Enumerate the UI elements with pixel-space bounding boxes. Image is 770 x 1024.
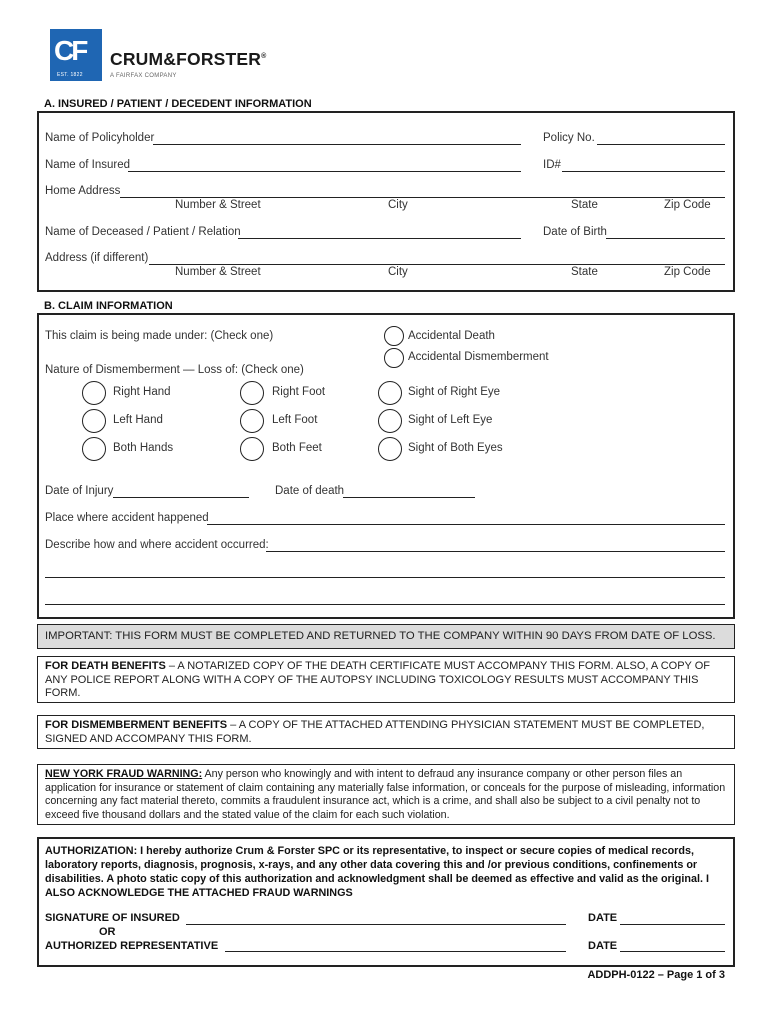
home-address-field[interactable] [120,197,725,198]
sight-left-eye-label: Sight of Left Eye [408,414,493,426]
sight-right-eye-radio[interactable] [378,381,402,405]
alt-zip-caption: Zip Code [664,266,711,278]
death-benefits-notice [37,656,735,703]
place-of-accident-field[interactable] [207,524,725,525]
home-state-caption: State [571,199,598,211]
left-hand-label: Left Hand [113,414,163,426]
address-if-different-field[interactable] [149,264,725,265]
dismemberment-benefits-text: – A COPY OF THE ATTACHED ATTENDING PHYSICIAN STATEMENT MUST BE COMPLETED, SIGNED AND ACCOMPANY THIS FORM. [45,719,705,745]
date-of-death-label: Date of death [275,485,345,497]
accidental-death-label: Accidental Death [408,330,495,342]
home-number-street-caption: Number & Street [175,199,261,211]
page-footer: ADDPH-0122 – Page 1 of 3 [587,969,725,981]
both-feet-label: Both Feet [272,442,322,454]
right-foot-radio[interactable] [240,381,264,405]
sight-both-eyes-radio[interactable] [378,437,402,461]
left-foot-radio[interactable] [240,409,264,433]
date-of-birth-field[interactable] [606,238,725,239]
claim-made-under-label: This claim is being made under: (Check one) [45,330,274,342]
describe-accident-label: Describe how and where accident occurred: [45,539,269,551]
logo-est: EST. 1822 [57,72,83,78]
both-hands-radio[interactable] [82,437,106,461]
date-of-death-field[interactable] [343,497,475,498]
accidental-death-radio[interactable] [384,326,404,346]
fraud-warning-notice [37,764,735,825]
home-city-caption: City [388,199,408,211]
authorization-text: AUTHORIZATION: I hereby authorize Crum & Forster SPC or its representative, to inspect or secure copies of medical records, laboratory reports, diagnosis, prognosis, x-rays, and any other data covering this and /or previous conditions, confinements or disabilities. A photo static copy of this authorization and acknowledgment shall be deemed as effective and valid as the original. I ALSO ACKNOWLEDGE THE ATTACHED FRAUD WARNINGS [45,845,709,899]
death-benefits-heading: FOR DEATH BENEFITS [45,660,166,672]
home-zip-caption: Zip Code [664,199,711,211]
address-if-different-label: Address (if different) [45,252,149,264]
authorized-rep-label: AUTHORIZED REPRESENTATIVE [45,940,219,952]
brand-tagline: A FAIRFAX COMPANY [110,73,177,79]
id-label: ID# [543,159,561,171]
name-of-policyholder-label: Name of Policyholder [45,132,155,144]
brand-name: CRUM&FORSTER® [110,49,267,69]
name-of-policyholder-field[interactable] [153,144,521,145]
date-of-injury-field[interactable] [113,497,249,498]
right-hand-label: Right Hand [113,386,171,398]
name-of-insured-field[interactable] [128,171,521,172]
date-of-birth-label: Date of Birth [543,226,607,238]
date-label-1: DATE [588,912,618,924]
both-hands-label: Both Hands [113,442,174,454]
date-of-injury-label: Date of Injury [45,485,114,497]
signature-of-insured-field[interactable] [186,924,566,925]
signature-date-field-2[interactable] [620,951,725,952]
name-of-deceased-field[interactable] [238,238,521,239]
both-feet-radio[interactable] [240,437,264,461]
home-address-label: Home Address [45,185,121,197]
name-of-deceased-label: Name of Deceased / Patient / Relation [45,226,241,238]
section-a-title: A. INSURED / PATIENT / DECEDENT INFORMATION [44,98,312,110]
date-label-2: DATE [588,940,618,952]
company-logo [50,29,102,81]
left-foot-label: Left Foot [272,414,318,426]
logo-letters: CF [54,35,86,66]
place-of-accident-label: Place where accident happened [45,512,209,524]
death-benefits-text: – A NOTARIZED COPY OF THE DEATH CERTIFICATE MUST ACCOMPANY THIS FORM. ALSO, A COPY OF ANY POLICE REPORT ALONG WITH A COPY OF THE AUTOPSY INCLUDING TOXICOLOGY RESULTS MUST ACCOMPANY THIS FORM. [45,660,710,699]
alt-number-street-caption: Number & Street [175,266,261,278]
dismemberment-benefits-notice [37,715,735,749]
policy-no-field[interactable] [597,144,725,145]
fraud-warning-heading: NEW YORK FRAUD WARNING: [45,768,203,780]
sight-right-eye-label: Sight of Right Eye [408,386,501,398]
accidental-dismemberment-radio[interactable] [384,348,404,368]
right-foot-label: Right Foot [272,386,326,398]
id-field[interactable] [562,171,725,172]
name-of-insured-label: Name of Insured [45,159,131,171]
alt-state-caption: State [571,266,598,278]
nature-of-dismemberment-label: Nature of Dismemberment — Loss of: (Check one) [45,364,304,376]
important-notice: IMPORTANT: THIS FORM MUST BE COMPLETED AND RETURNED TO THE COMPANY WITHIN 90 DAYS FROM DATE OF LOSS. [37,624,735,649]
signature-date-field-1[interactable] [620,924,725,925]
describe-accident-field-1[interactable] [266,551,725,552]
sight-left-eye-radio[interactable] [378,409,402,433]
describe-accident-field-2[interactable] [45,577,725,578]
authorized-rep-field[interactable] [225,951,566,952]
or-label: OR [99,926,116,938]
left-hand-radio[interactable] [82,409,106,433]
dismemberment-benefits-heading: FOR DISMEMBERMENT BENEFITS [45,719,228,731]
policy-no-label: Policy No. [543,132,595,144]
right-hand-radio[interactable] [82,381,106,405]
describe-accident-field-3[interactable] [45,604,725,605]
alt-city-caption: City [388,266,408,278]
section-b-title: B. CLAIM INFORMATION [44,300,173,312]
sight-both-eyes-label: Sight of Both Eyes [408,442,503,454]
signature-of-insured-label: SIGNATURE OF INSURED [45,912,180,924]
accidental-dismemberment-label: Accidental Dismemberment [408,351,549,363]
fraud-warning-text: Any person who knowingly and with intent to defraud any insurance company or other person files an application for insurance or statement of claim containing any materially false information, or conceals for the purpose of misleading, information concerning any fact material thereto, commits a fraudulent insurance act, which is a crime, and shall also be subject to a civil penalty not to exceed five thousand dollars and the stated value of the claim for each such violation. [45,768,726,821]
